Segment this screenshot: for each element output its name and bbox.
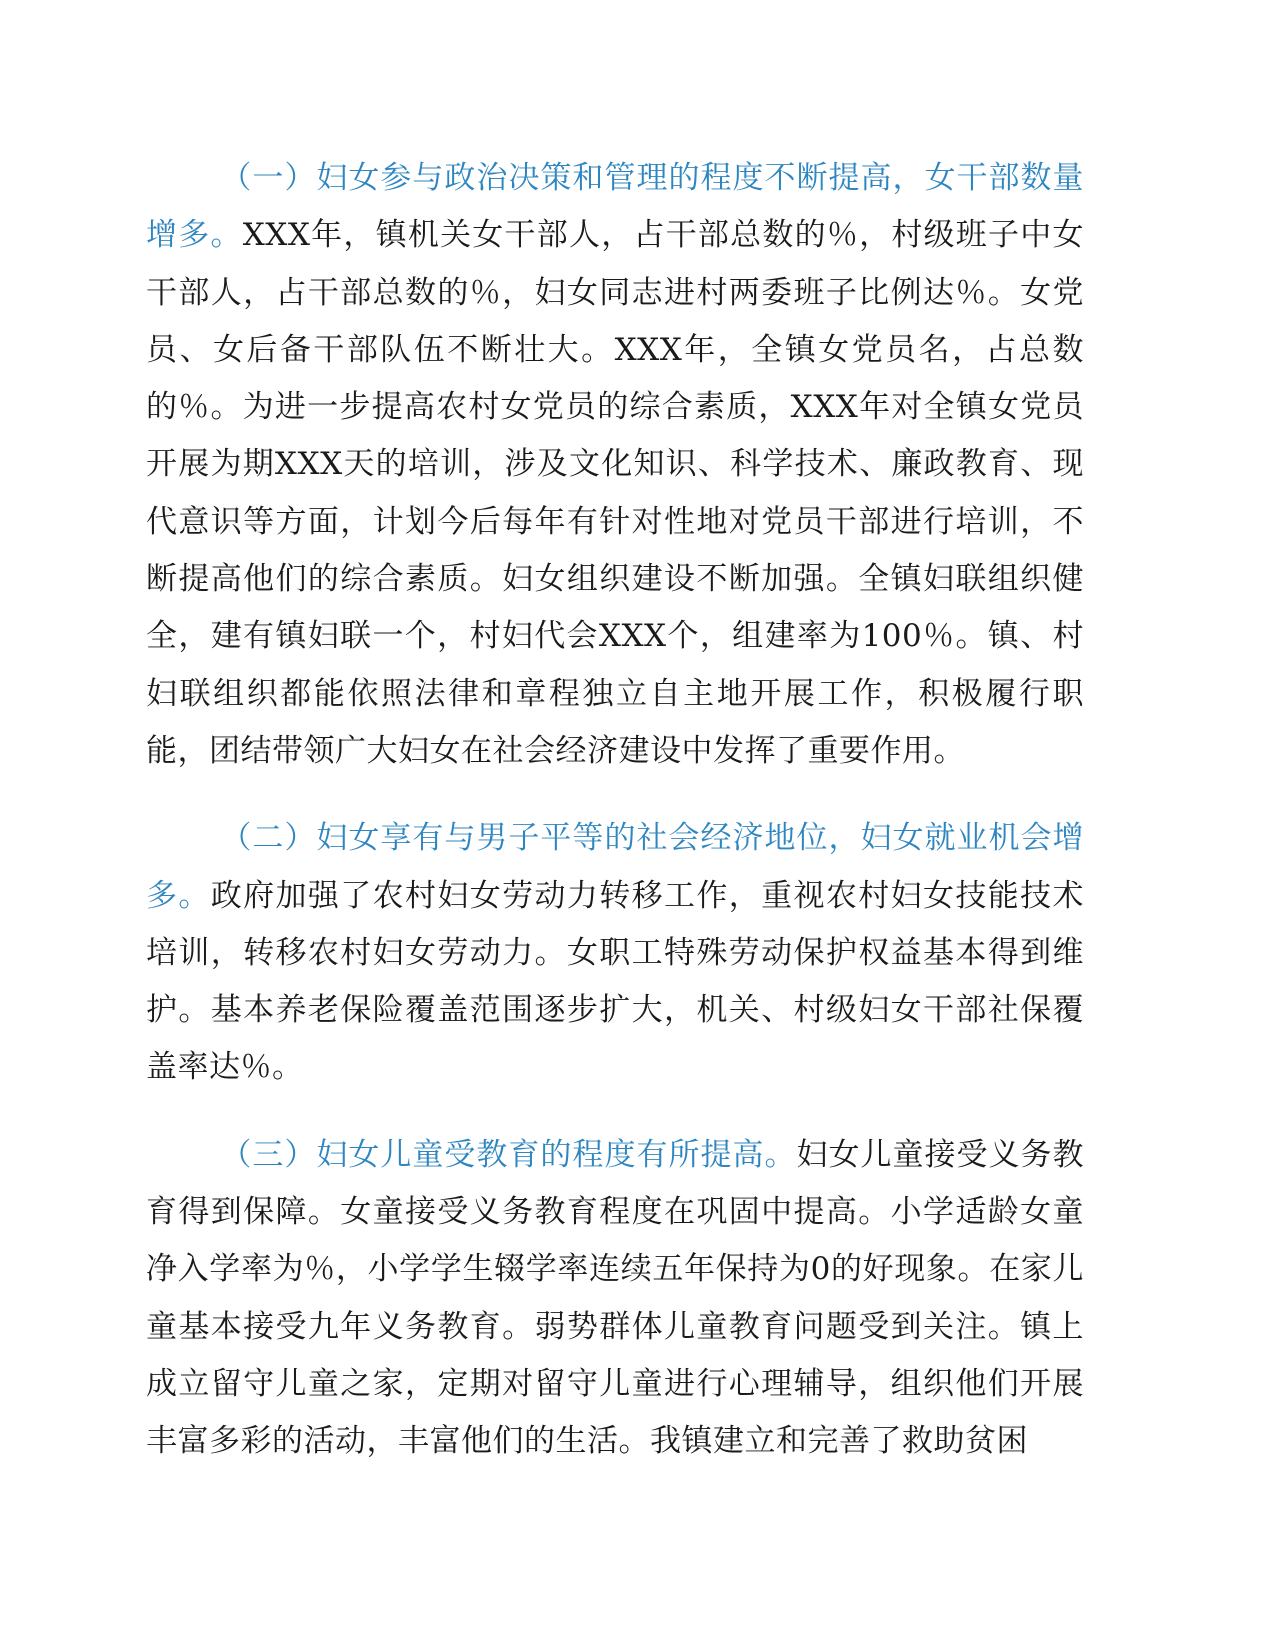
section-heading-2: （二）妇女享有与男子平等的社会经济地位，妇女就业机会增多。 [146,820,1084,914]
paragraph-education [146,1127,1084,1471]
section-heading-1: （一）妇女参与政治决策和管理的程度不断提高，女干部数量增多。 [146,160,1084,254]
section-heading-3: （三）妇女儿童受教育的程度有所提高。 [220,1136,797,1173]
paragraph-political-participation [146,150,1084,780]
paragraph-economic-status [146,810,1084,1096]
section-body-1: XXX年，镇机关女干部人，占干部总数的％，村级班子中女干部人，占干部总数的％，妇女同志进村两委班子比例达％。女党员、女后备干部队伍不断壮大。XXX年，全镇女党员名，占总数的％。为进一步提高农村女党员的综合素质，XXX年对全镇女党员开展为期XXX天的培训，涉及文化知识、科学技术、廉政教育、现代意识等方面，计划今后每年有针对性地对党员干部进行培训，不断提高他们的综合素质。妇女组织建设不断加强。全镇妇联组织健全，建有镇妇联一个，村妇代会XXX个，组建率为100％。镇、村妇联组织都能依照法律和章程独立自主地开展工作，积极履行职能，团结带领广大妇女在社会经济建设中发挥了重要作用。 [146,217,1084,769]
section-body-3: 妇女儿童接受义务教育得到保障。女童接受义务教育程度在巩固中提高。小学适龄女童净入学率为％，小学学生辍学率连续五年保持为0的好现象。在家儿童基本接受九年义务教育。弱势群体儿童教育问题受到关注。镇上成立留守儿童之家，定期对留守儿童进行心理辅导，组织他们开展丰富多彩的活动，丰富他们的生活。我镇建立和完善了救助贫困 [146,1136,1085,1460]
section-body-2: 政府加强了农村妇女劳动力转移工作，重视农村妇女技能技术培训，转移农村妇女劳动力。女职工特殊劳动保护权益基本得到维护。基本养老保险覆盖范围逐步扩大，机关、村级妇女干部社保覆盖率达％。 [146,877,1084,1086]
document-page [146,150,1084,1471]
